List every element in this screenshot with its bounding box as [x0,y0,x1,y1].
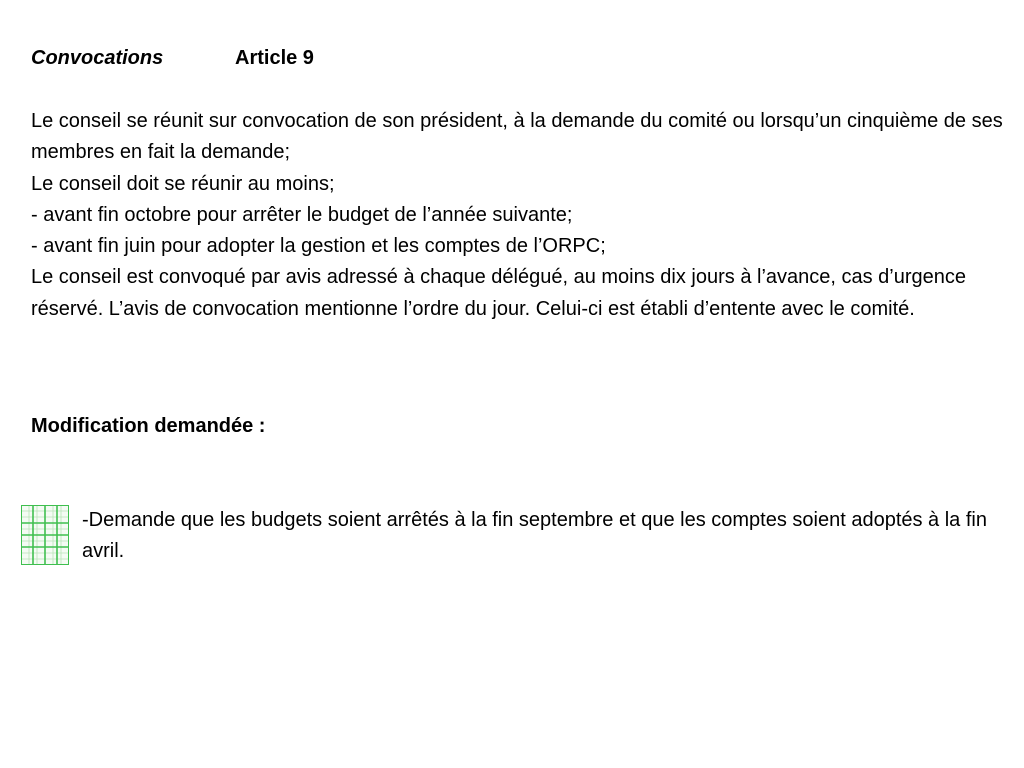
body-paragraph: Le conseil se réunit sur convocation de son président, à la demande du comité ou lorsqu’un cinquième de ses membres en fait la demande; [31,110,1003,164]
article-heading [31,46,314,70]
modification-request-text: -Demande que les budgets soient arrêtés à la fin septembre et que les comptes soient adoptés à la fin avril. [82,509,987,563]
body-paragraph: Le conseil doit se réunir au moins; [31,172,335,195]
body-paragraph: - avant fin octobre pour arrêter le budget de l’année suivante; [31,203,573,226]
section-title: Convocations [31,47,164,69]
body-paragraph: Le conseil est convoqué par avis adressé à chaque délégué, au moins dix jours à l’avance, cas d’urgence réservé. L’avis de convocation mentionne l’ordre du jour. Celui-ci est établi d’entente avec le comité. [31,266,967,320]
green-grid-icon [21,505,69,565]
article-body [31,106,1006,325]
article-number: Article 9 [235,47,314,69]
body-paragraph: - avant fin juin pour adopter la gestion et les comptes de l’ORPC; [31,235,606,258]
modification-heading: Modification demandée : [31,415,266,437]
